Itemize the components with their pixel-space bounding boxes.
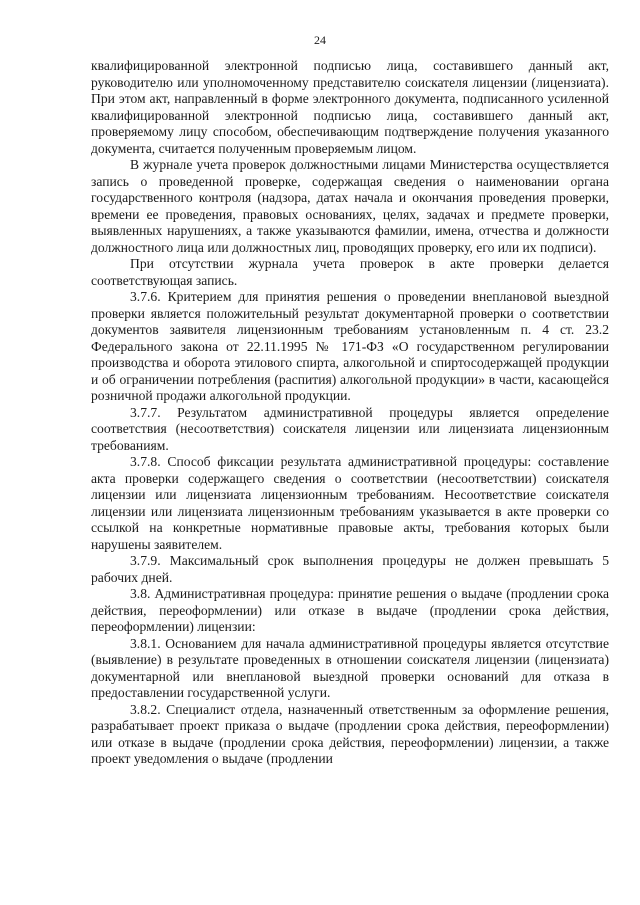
document-body <box>91 58 609 768</box>
page-number: 24 <box>314 33 326 47</box>
paragraph-3-7-6: 3.7.6. Критерием для принятия решения о проведении внеплановой выездной проверки является положительный результат документарной проверки о соответствии документов заявителя лицензионным требованиям установленным п. 4 ст. 23.2 Федерального закона от 22.11.1995 № 171-ФЗ «О государственном регулировании производства и оборота этилового спирта, алкогольной и спиртосодержащей продукции и об ограничении потребления (распития) алкогольной продукции» в части, касающейся розничной продажи алкогольной продукции. <box>91 289 609 403</box>
paragraph-3-7-7: 3.7.7. Результатом административной процедуры является определение соответствия (несоответствия) соискателя лицензии или лицензиата лицензионным требованиям. <box>91 404 609 453</box>
paragraph-no-log: При отсутствии журнала учета проверок в акте проверки делается соответствующая запись. <box>91 256 609 288</box>
paragraph-3-7-9: 3.7.9. Максимальный срок выполнения процедуры не должен превышать 5 рабочих дней. <box>91 553 609 585</box>
paragraph-act-delivery: квалифицированной электронной подписью лица, составившего данный акт, руководителю или уполномоченному представителю соискателя лицензии (лицензиата). При этом акт, направленный в форме электронного документа, подписанного усиленной квалифицированной электронной подписью лица, составившего данный акт, проверяемому лицу способом, обеспечивающим подтверждение получения указанного документа, считается полученным проверяемым лицом. <box>91 58 609 156</box>
paragraph-3-8-1: 3.8.1. Основанием для начала административной процедуры является отсутствие (выявление) в результате проведенных в отношении соискателя лицензии (лицензиата) документарной или внеплановой выездной проверки оснований для отказа в предоставлении государственной услуги. <box>91 635 609 700</box>
paragraph-3-7-8: 3.7.8. Способ фиксации результата административной процедуры: составление акта проверки содержащего сведения о соответствии (несоответствии) соискателя лицензии или лицензиата лицензионным требованиям. Несоответствие соискателя лицензии или лицензиата лицензионным требованиям указывается в акте проверки со ссылкой на конкретные нормативные правовые акты, требования которых были нарушены заявителем. <box>91 454 609 552</box>
paragraph-3-8: 3.8. Административная процедура: принятие решения о выдаче (продлении срока действия, переоформлении) или отказе в выдаче (продлении срока действия, переоформлении) лицензии: <box>91 586 609 634</box>
paragraph-inspection-log: В журнале учета проверок должностными лицами Министерства осуществляется запись о проведенной проверке, содержащая сведения о наименовании органа государственного контроля (надзора, датах начала и окончания проведения проверки, времени ее проведения, правовых основаниях, целях, задачах и предмете проверки, выявленных нарушениях, а также указываются фамилии, имена, отчества и должности должностного лица или должностных лиц, проводящих проверку, его или их подписи). <box>91 157 609 255</box>
paragraph-3-8-2: 3.8.2. Специалист отдела, назначенный ответственным за оформление решения, разрабатывает проект приказа о выдаче (продлении срока действия, переоформлении) или отказе в выдаче (продлении срока действия, переоформлении) лицензии, а также проект уведомления о выдаче (продлении <box>91 701 609 766</box>
